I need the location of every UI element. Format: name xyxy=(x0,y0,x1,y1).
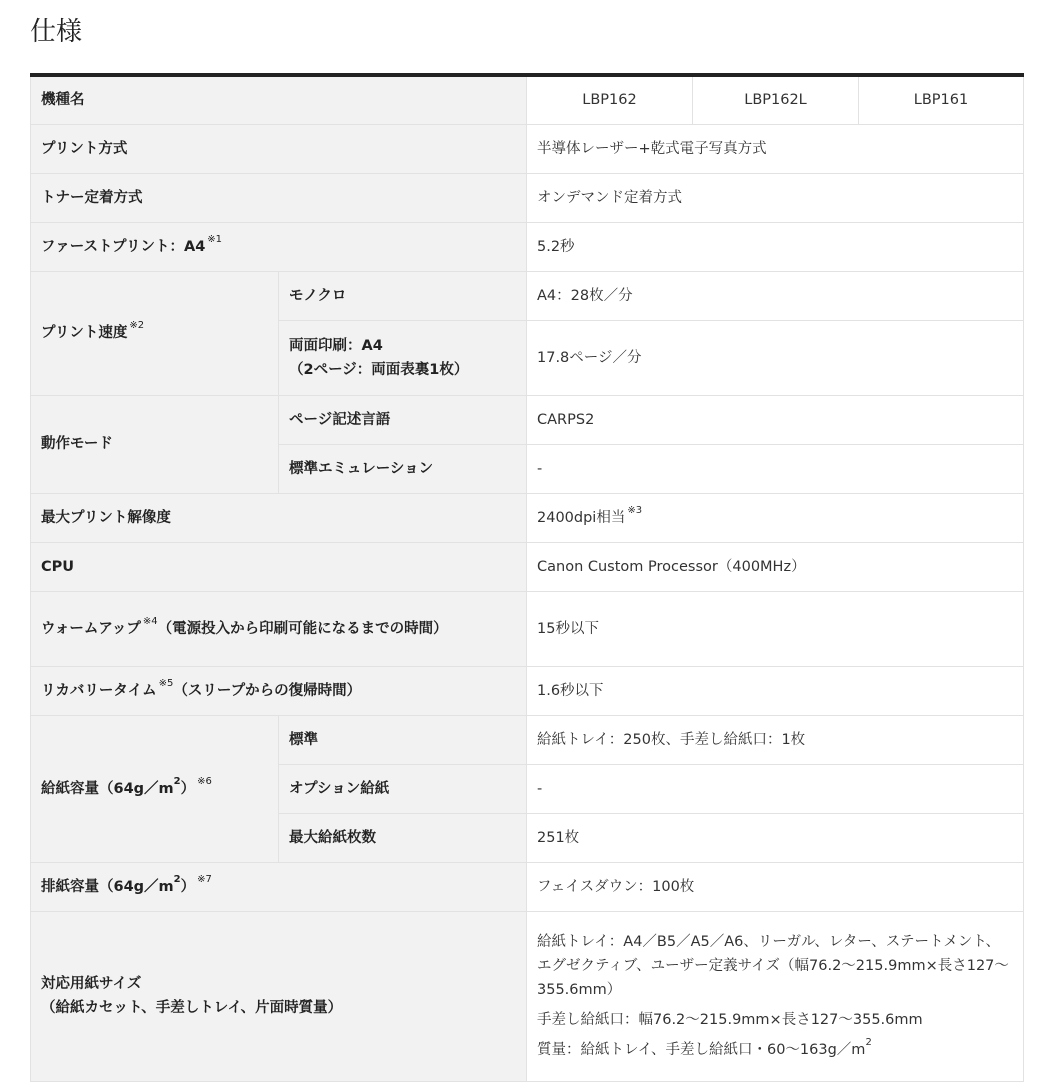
sub-header-standard: 標準 xyxy=(279,715,527,764)
output-capacity-label: 排紙容量（64g／m xyxy=(41,878,174,895)
table-row-cpu xyxy=(31,542,1024,591)
sub-header-duplex xyxy=(279,320,527,395)
paper-size-manual-feed-text: 手差し給紙口：幅76.2〜215.9mm×長さ127〜355.6mm xyxy=(537,1012,923,1028)
row-header-first-print xyxy=(31,222,527,271)
paper-size-tray-text: 給紙トレイ：A4／B5／A5／A6、リーガル、レター、ステートメント、エグゼクティブ、ユーザー定義サイズ（幅76.2〜215.9mm×長さ127〜355.6mm） xyxy=(537,934,1009,998)
row-value-first-print: 5.2秒 xyxy=(527,222,1024,271)
max-resolution-value: 2400dpi相当 xyxy=(537,509,626,526)
row-value-warmup: 15秒以下 xyxy=(527,591,1024,666)
sub-header-pdl: ページ記述言語 xyxy=(279,395,527,444)
row-value-option-capacity: - xyxy=(527,764,1024,813)
superscript-exponent: 2 xyxy=(865,1037,872,1048)
paper-weight-value: 質量：給紙トレイ、手差し給紙口・60〜163g／m xyxy=(537,1042,866,1058)
sub-header-emulation: 標準エミュレーション xyxy=(279,444,527,493)
recovery-label: リカバリータイム xyxy=(41,682,157,699)
row-header-operation-mode: 動作モード xyxy=(31,395,279,493)
sub-header-max: 最大給紙枚数 xyxy=(279,813,527,862)
row-header-recovery xyxy=(31,666,527,715)
row-header-toner-fixing: トナー定着方式 xyxy=(31,173,527,222)
row-value-mono-speed: A4：28枚／分 xyxy=(527,271,1024,320)
table-row-recovery xyxy=(31,666,1024,715)
table-row-toner-fixing xyxy=(31,173,1024,222)
paper-size-label-line1: 対応用紙サイズ xyxy=(41,976,142,992)
row-header-cpu: CPU xyxy=(31,542,527,591)
recovery-label-detail: （スリープからの復帰時間） xyxy=(173,682,362,699)
row-value-output-capacity: フェイスダウン：100枚 xyxy=(527,862,1024,911)
page-title: 仕様 xyxy=(30,17,83,47)
output-capacity-label-end: ） xyxy=(180,878,196,895)
row-value-max-capacity: 251枚 xyxy=(527,813,1024,862)
table-row-warmup xyxy=(31,591,1024,666)
model-name-cell: LBP162L xyxy=(693,75,859,124)
row-value-duplex-speed: 17.8ページ／分 xyxy=(527,320,1024,395)
warmup-label-detail: （電源投入から印刷可能になるまでの時間） xyxy=(157,620,448,637)
paper-size-label-line2: （給紙カセット、手差しトレイ、片面時質量） xyxy=(41,1000,343,1016)
table-row-model-name xyxy=(31,75,1024,124)
table-row-paper-capacity-standard xyxy=(31,715,1024,764)
row-value-print-method: 半導体レーザー+乾式電子写真方式 xyxy=(527,124,1024,173)
row-value-cpu: Canon Custom Processor（400MHz） xyxy=(527,542,1024,591)
row-header-print-speed xyxy=(31,271,279,395)
row-header-print-method: プリント方式 xyxy=(31,124,527,173)
superscript-exponent: 2 xyxy=(173,775,181,787)
row-header-paper-size xyxy=(31,911,527,1081)
footnote-marker: ※5 xyxy=(158,677,174,689)
paper-capacity-label: 給紙容量（64g／m xyxy=(41,780,174,797)
table-row-max-resolution xyxy=(31,493,1024,542)
footnote-marker: ※2 xyxy=(129,320,145,331)
row-value-emulation: - xyxy=(527,444,1024,493)
sub-header-mono: モノクロ xyxy=(279,271,527,320)
footnote-marker: ※1 xyxy=(207,233,223,245)
table-row-operation-mode-pdl xyxy=(31,395,1024,444)
row-header-model-name: 機種名 xyxy=(31,75,527,124)
table-row-print-method xyxy=(31,124,1024,173)
row-header-max-resolution: 最大プリント解像度 xyxy=(31,493,527,542)
superscript-exponent: 2 xyxy=(173,873,181,885)
row-value-toner-fixing: オンデマンド定着方式 xyxy=(527,173,1024,222)
footnote-marker: ※7 xyxy=(197,873,212,885)
table-row-print-speed-mono xyxy=(31,271,1024,320)
model-name-cell: LBP161 xyxy=(859,75,1024,124)
paper-capacity-label-end: ） xyxy=(180,780,196,797)
row-header-paper-capacity xyxy=(31,715,279,862)
warmup-label: ウォームアップ xyxy=(41,620,141,637)
row-value-paper-size xyxy=(527,911,1024,1081)
row-header-warmup xyxy=(31,591,527,666)
first-print-label: ファーストプリント：A4 xyxy=(41,238,206,255)
row-value-pdl: CARPS2 xyxy=(527,395,1024,444)
duplex-label-line1: 両面印刷：A4 xyxy=(289,337,383,354)
row-value-max-resolution xyxy=(527,493,1024,542)
table-row-first-print xyxy=(31,222,1024,271)
model-name-cell: LBP162 xyxy=(527,75,693,124)
print-speed-label: プリント速度 xyxy=(41,325,128,341)
row-value-standard-capacity: 給紙トレイ：250枚、手差し給紙口：1枚 xyxy=(527,715,1024,764)
sub-header-option: オプション給紙 xyxy=(279,764,527,813)
footnote-marker: ※6 xyxy=(197,775,212,787)
footnote-marker: ※4 xyxy=(142,615,158,627)
paper-size-weight-text xyxy=(537,1038,1013,1062)
spec-table xyxy=(30,73,1024,1082)
footnote-marker: ※3 xyxy=(627,504,643,516)
duplex-label-line2: （2ページ：両面表裏1枚） xyxy=(289,361,469,378)
row-header-output-capacity xyxy=(31,862,527,911)
row-value-recovery: 1.6秒以下 xyxy=(527,666,1024,715)
table-row-paper-size xyxy=(31,911,1024,1081)
table-row-output-capacity xyxy=(31,862,1024,911)
